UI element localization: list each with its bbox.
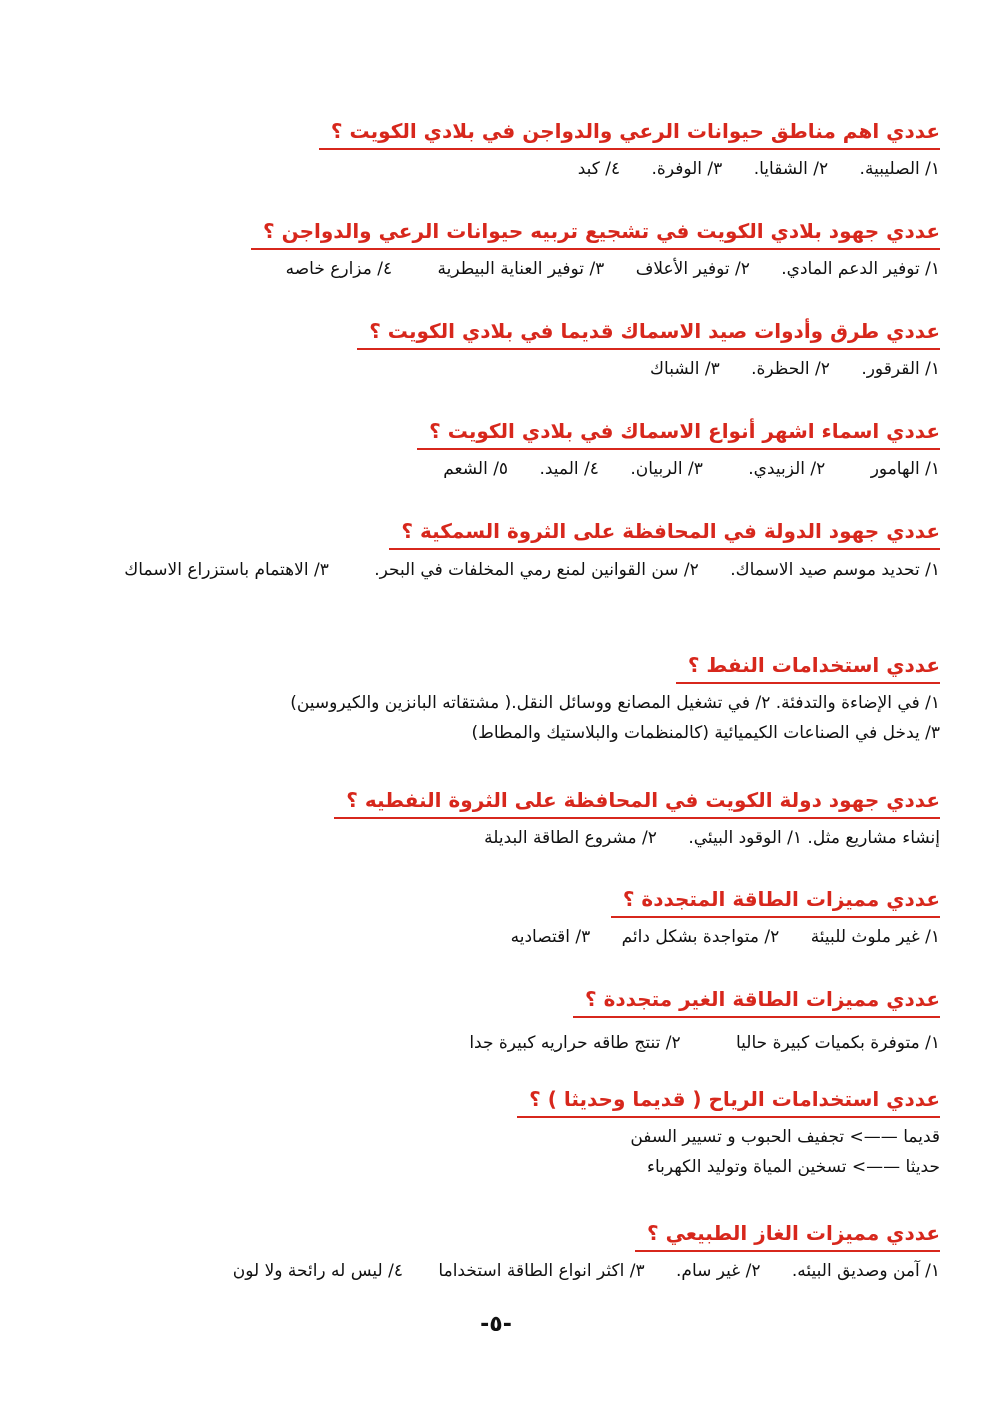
question-title: عددي اهم مناطق حيوانات الرعي والدواجن في بلادي الكويت ؟ (319, 116, 940, 150)
question-block (44, 650, 940, 748)
question-block (44, 1084, 940, 1182)
page-number: -٥- (480, 1312, 512, 1337)
answer-item: ٣/ الوفرة. (651, 159, 723, 179)
question-block (44, 516, 940, 586)
answer-list (44, 454, 940, 484)
answer-item: ٢/ متواجدة بشكل دائم (621, 927, 780, 947)
answer-line: ١/ في الإضاءة والتدفئة. ٢/ في تشغيل المصانع ووسائل النقل.( مشتقاته البانزين والكيروسين) (290, 693, 940, 713)
answer-item: ٤/ مزارع خاصه (285, 259, 393, 279)
question-block (44, 984, 940, 1058)
answer-list (44, 688, 940, 748)
question-title: عددي مميزات الغاز الطبيعي ؟ (635, 1218, 940, 1252)
answer-item: ٢/ سن القوانين لمنع رمي المخلفات في البحر. (374, 560, 699, 580)
answer-item: ٢/ الحظرة. (751, 359, 830, 379)
question-block (44, 884, 940, 952)
answer-item: ١/ الصليبية. (859, 159, 940, 179)
answer-item: ١/ القرقور. (861, 359, 940, 379)
answer-list (44, 354, 940, 384)
question-block (44, 216, 940, 284)
answer-item: ٢/ تنتج طاقه حراريه كبيرة جدا (469, 1033, 681, 1053)
question-title: عددي جهود دولة الكويت في المحافظة على الثروة النفطيه ؟ (334, 785, 940, 819)
answer-item: ٢/ توفير الأعلاف (635, 259, 750, 279)
question-block (44, 416, 940, 484)
answer-list (44, 254, 940, 284)
answer-list (44, 554, 940, 586)
question-title: عددي مميزات الطاقة المتجددة ؟ (611, 884, 940, 918)
answer-list (44, 1028, 940, 1058)
answer-item: ٣/ توفير العناية البيطرية (437, 259, 605, 279)
answer-list (44, 154, 940, 184)
answer-item: ١/ توفير الدعم المادي. (781, 259, 940, 279)
answer-item: ١/ غير ملوث للبيئة (810, 927, 940, 947)
answer-list (44, 1122, 940, 1182)
answer-item: ١/ آمن وصديق البيئه. (791, 1261, 940, 1281)
answer-item: ٣/ الاهتمام باستزراع الاسماك (124, 560, 329, 580)
answer-item: ٢/ الشقايا. (753, 159, 829, 179)
answer-item: ١/ الهامور (870, 459, 940, 479)
answer-list (44, 922, 940, 952)
answer-item: ١/ تحديد موسم صيد الاسماك. (730, 560, 940, 580)
answer-item: ٣/ الربيان. (630, 459, 703, 479)
answer-item: ٥/ الشعم (443, 459, 509, 479)
question-title: عددي مميزات الطاقة الغير متجددة ؟ (573, 984, 940, 1018)
answer-line: ٣/ يدخل في الصناعات الكيميائية (كالمنظمات والبلاستيك والمطاط) (471, 723, 940, 743)
question-block (44, 785, 940, 853)
answer-item: ٤/ ليس له رائحة ولا لون (232, 1261, 404, 1281)
question-title: عددي استخدامات النفط ؟ (676, 650, 940, 684)
question-block (44, 1218, 940, 1286)
answer-item: ١/ متوفرة بكميات كبيرة حاليا (736, 1033, 940, 1053)
answer-line: قديما ——> تجفيف الحبوب و تسيير السفن (630, 1127, 940, 1147)
question-title: عددي جهود بلادي الكويت في تشجيع تربيه حيوانات الرعي والدواجن ؟ (251, 216, 940, 250)
answer-item: ٢/ الزبيدي. (748, 459, 826, 479)
answer-item: ٣/ اكثر انواع الطاقة استخداما (438, 1261, 645, 1281)
answer-line: حديثا ——> تسخين المياة وتوليد الكهرباء (647, 1157, 940, 1177)
answer-list (44, 1256, 940, 1286)
answer-item: ٤/ كبد (577, 159, 621, 179)
answer-item: إنشاء مشاريع مثل. ١/ الوقود البيئي. (688, 828, 940, 848)
answer-item: ٤/ الميد. (539, 459, 599, 479)
answer-item: ٢/ غير سام. (676, 1261, 761, 1281)
answer-item: ٢/ مشروع الطاقة البديلة (484, 828, 657, 848)
question-title: عددي اسماء اشهر أنواع الاسماك في بلادي الكويت ؟ (417, 416, 940, 450)
answer-item: ٣/ اقتصاديه (510, 927, 591, 947)
question-title: عددي استخدامات الرياح ( قديما وحديثا ) ؟ (517, 1084, 940, 1118)
question-block (44, 116, 940, 184)
question-title: عددي طرق وأدوات صيد الاسماك قديما في بلادي الكويت ؟ (357, 316, 940, 350)
answer-item: ٣/ الشباك (650, 359, 720, 379)
answer-list (44, 823, 940, 853)
question-block (44, 316, 940, 384)
question-title: عددي جهود الدولة في المحافظة على الثروة السمكية ؟ (389, 516, 940, 550)
